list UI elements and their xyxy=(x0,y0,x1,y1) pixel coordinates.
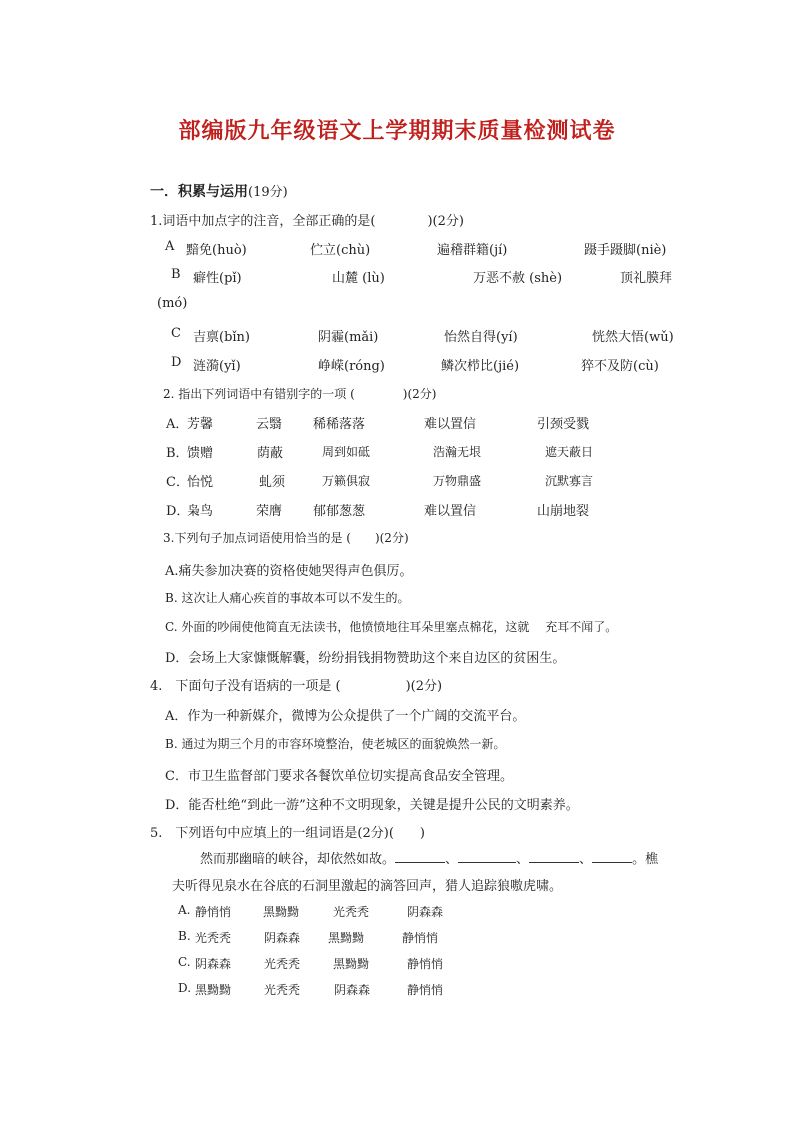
option-item: 鳞次栉比(jié) xyxy=(441,359,520,374)
option-item: 光秃秃 xyxy=(333,905,370,919)
q5-passage-line1 xyxy=(200,848,658,867)
option-letter: C. xyxy=(178,955,191,969)
option-letter: D. xyxy=(178,981,192,995)
section-points: (19分) xyxy=(248,185,288,200)
option-item: 黑黝黝 xyxy=(333,957,370,971)
blank-separator: 、 xyxy=(516,852,530,867)
option-letter: C． xyxy=(166,475,189,490)
option-item: 难以置信 xyxy=(424,504,477,519)
option-item-wrap: (mó) xyxy=(157,296,188,311)
q4-option-d: D．能否杜绝“到此一游”这种不文明现象，关键是提升公民的文明素养。 xyxy=(165,798,579,813)
option-item: 荫蔽 xyxy=(257,446,284,461)
q5-passage-line2: 夫听得见泉水在谷底的石洞里激起的滴答回声，猎人追踪狼嗷虎啸。 xyxy=(172,879,563,894)
q3-option-c: C. 外面的吵闹使他简直无法读书，他愤愤地往耳朵里塞点棉花，这就 充耳不闻了。 xyxy=(165,620,618,634)
option-item: 荣膺 xyxy=(256,504,283,519)
answer-blank xyxy=(592,850,632,863)
q4-stem: 4. 下面句子没有语病的一项是 ( )(2分) xyxy=(150,679,443,694)
option-item: 光秃秃 xyxy=(195,931,232,945)
option-item: 黯免(huò) xyxy=(186,243,247,258)
option-item: 山麓 (lù) xyxy=(332,271,385,286)
section-label: 一．积累与运用 xyxy=(150,184,248,200)
option-item: 癖性(pǐ) xyxy=(193,271,242,286)
option-item: 静悄悄 xyxy=(407,957,444,971)
option-item: 黑黝黝 xyxy=(328,931,365,945)
option-item: 阴森森 xyxy=(195,957,232,971)
option-item: 枭鸟 xyxy=(187,504,214,519)
q1-stem: 1.词语中加点字的注音，全部正确的是( )(2分) xyxy=(150,214,464,229)
q3-stem: 3.下列句子加点词语使用恰当的是 ( )(2分) xyxy=(163,531,409,545)
option-item: 光秃秃 xyxy=(264,983,301,997)
answer-blank xyxy=(529,850,579,863)
option-item: 万恶不赦 (shè) xyxy=(473,271,563,286)
passage-line-end: 。樵 xyxy=(632,852,659,867)
option-item: 怡然自得(yí) xyxy=(444,330,518,345)
option-letter: B xyxy=(171,267,181,282)
option-letter: D xyxy=(171,355,182,370)
page-title: 部编版九年级语文上学期期末质量检测试卷 xyxy=(178,118,616,144)
option-letter: D． xyxy=(166,504,190,519)
q4-option-c: C．市卫生监督部门要求各餐饮单位切实提高食品安全管理。 xyxy=(165,769,513,784)
option-item: 虬须 xyxy=(259,475,286,490)
option-item: 恍然大悟(wǔ) xyxy=(592,330,674,345)
option-item: 稀稀落落 xyxy=(313,417,366,432)
q3-option-d: D．会场上大家慷慨解囊，纷纷捐钱捐物赞助这个来自边区的贫困生。 xyxy=(165,651,566,666)
option-item: 遮天蔽日 xyxy=(545,445,594,459)
option-item: 阴森森 xyxy=(334,983,371,997)
option-item: 阴霾(mǎi) xyxy=(318,330,379,345)
section-heading xyxy=(150,181,288,201)
option-item: 静悄悄 xyxy=(402,931,439,945)
option-item: 峥嵘(róng) xyxy=(318,359,385,374)
option-item: 万物鼎盛 xyxy=(433,474,482,488)
option-item: 静悄悄 xyxy=(195,905,232,919)
option-item: 周到如砥 xyxy=(322,445,371,459)
q5-stem: 5. 下列语句中应填上的一组词语是(2分)( ) xyxy=(150,826,425,841)
option-letter: A． xyxy=(166,417,189,432)
option-item: 万籁俱寂 xyxy=(322,474,371,488)
option-item: 浩瀚无垠 xyxy=(433,445,482,459)
option-item: 引颈受戮 xyxy=(537,417,590,432)
option-item: 黑黝黝 xyxy=(263,905,300,919)
blank-separator: 、 xyxy=(445,852,459,867)
option-item: 郁郁葱葱 xyxy=(313,504,366,519)
q4-option-a: A．作为一种新媒介，微博为公众提供了一个广阔的交流平台。 xyxy=(165,709,526,724)
option-letter: A xyxy=(165,239,175,254)
option-item: 阴森森 xyxy=(264,931,301,945)
option-letter: B． xyxy=(166,446,189,461)
option-item: 静悄悄 xyxy=(407,983,444,997)
option-item: 光秃秃 xyxy=(264,957,301,971)
passage-lead: 然而那幽暗的峡谷，却依然如故。 xyxy=(200,852,396,867)
option-item: 阴森森 xyxy=(407,905,444,919)
q3-option-b: B. 这次让人痛心疾首的事故本可以不发生的。 xyxy=(165,591,410,605)
option-letter: C xyxy=(171,326,181,341)
option-item: 遍稽群籍(jí) xyxy=(437,243,508,258)
option-item: 沉默寡言 xyxy=(545,474,594,488)
q3-option-a: A.痛失参加决赛的资格使她哭得声色俱厉。 xyxy=(165,564,413,579)
option-item: 山崩地裂 xyxy=(537,504,590,519)
option-item: 涟漪(yǐ) xyxy=(193,359,241,374)
option-letter: A. xyxy=(178,903,191,917)
answer-blank xyxy=(458,850,516,863)
option-item: 吉禀(bǐn) xyxy=(193,330,250,345)
answer-blank xyxy=(395,850,445,863)
option-item: 顶礼膜拜 xyxy=(620,271,673,286)
q4-option-b: B. 通过为期三个月的市容环境整治，使老城区的面貌焕然一新。 xyxy=(165,737,506,751)
option-item: 馈赠 xyxy=(187,446,214,461)
option-item: 蹑手蹑脚(niè) xyxy=(584,243,667,258)
option-letter: B. xyxy=(178,929,191,943)
option-item: 云翳 xyxy=(256,417,283,432)
option-item: 芳馨 xyxy=(187,417,214,432)
option-item: 黑黝黝 xyxy=(195,983,232,997)
blank-separator: 、 xyxy=(579,852,593,867)
option-item: 伫立(chù) xyxy=(310,243,371,258)
option-item: 怡悦 xyxy=(187,475,214,490)
q2-stem: 2. 指出下列词语中有错别字的一项 ( )(2分) xyxy=(163,387,437,401)
option-item: 猝不及防(cù) xyxy=(581,359,659,374)
option-item: 难以置信 xyxy=(424,417,477,432)
